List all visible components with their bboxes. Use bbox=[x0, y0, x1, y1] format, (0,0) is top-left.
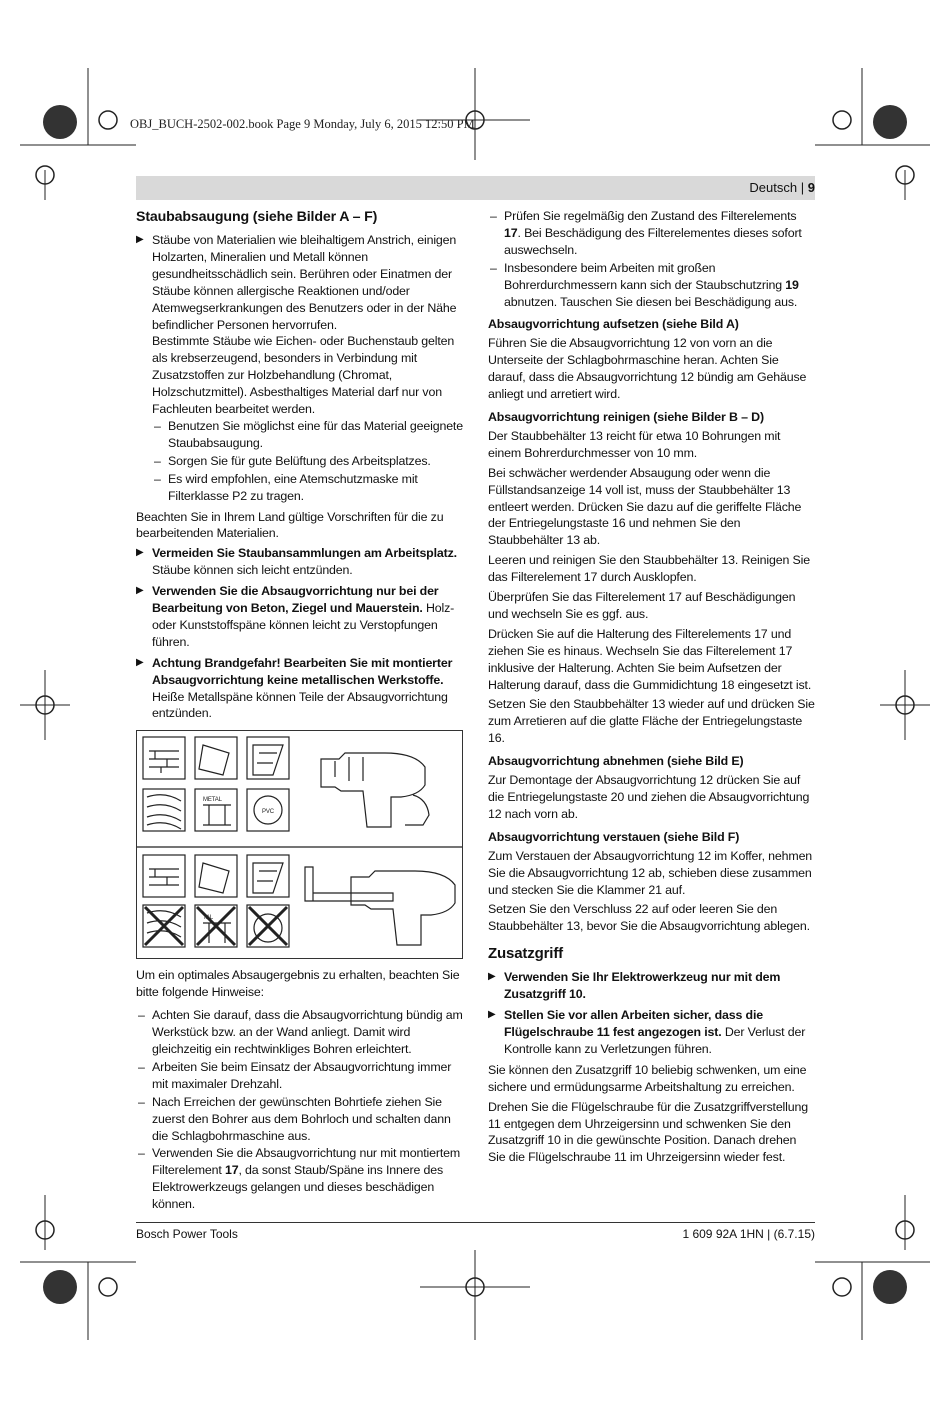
left-column bbox=[136, 208, 463, 1214]
warning-bold: Vermeiden Sie Staubansammlungen am Arbeitsplatz. bbox=[152, 546, 457, 561]
list-text: . Bei Beschädigung des Filterelementes dieses sofort auswechseln. bbox=[504, 225, 802, 257]
part-number: 17 bbox=[224, 1163, 239, 1178]
paragraph: Setzen Sie den Staubbehälter 13 wieder auf und drücken Sie zum Arretieren auf die glatte Fläche der Entriegelungstaste 16. bbox=[488, 697, 815, 746]
page-number: 9 bbox=[807, 180, 815, 195]
warning-text: Heiße Metallspäne können Teile der Absaugvorrichtung entzünden. bbox=[152, 689, 448, 721]
paragraph: Beachten Sie in Ihrem Land gültige Vorschriften für die zu bearbeitenden Materialien. bbox=[136, 509, 444, 541]
warning-bold: Verwenden Sie die Absaugvorrichtung nur bei der Bearbeitung von Beton, Ziegel und Mauerstein. bbox=[152, 584, 439, 616]
list-item: – Sorgen Sie für gute Belüftung des Arbeitsplatzes. bbox=[152, 453, 463, 470]
warning-text: Stäube können sich leicht entzünden. bbox=[152, 563, 353, 578]
figure-illustration bbox=[137, 731, 462, 958]
section-heading-dust: Staubabsaugung (siehe Bilder A – F) bbox=[136, 209, 378, 225]
warning-bold: Stellen Sie vor allen Arbeiten sicher, dass die Flügelschraube 11 fest angezogen ist. bbox=[504, 1008, 763, 1039]
list-item: – Es wird empfohlen, eine Atemschutzmaske mit Filterklasse P2 zu tragen. bbox=[152, 471, 463, 505]
list-item: – Arbeiten Sie beim Einsatz der Absaugvorrichtung immer mit maximaler Drehzahl. bbox=[136, 1059, 463, 1093]
page-header bbox=[749, 180, 815, 195]
list-item: – Benutzen Sie möglichst eine für das Material geeignete Staubabsaugung. bbox=[152, 418, 463, 452]
footer-doc-number: 1 609 92A 1HN | (6.7.15) bbox=[682, 1227, 815, 1241]
paragraph: Zur Demontage der Absaugvorrichtung 12 drücken Sie auf die Entriegelungstaste 20 und ziehen die Absaugvorrichtung 12 nach vorn ab. bbox=[488, 773, 810, 821]
footer-rule bbox=[136, 1222, 815, 1223]
list-text: Verwenden Sie die Absaugvorrichtung nur mit montiertem Filterelement bbox=[152, 1146, 461, 1178]
paragraph: Bei schwächer werdender Absaugung oder wenn die Füllstandsanzeige 14 voll ist, muss der Staubbehälter 13 entleert werden. Drücken Sie dazu auf die geriffelte Fläche der Entriegelungstaste 16 und nehmen Sie den Staubbehälter 13 ab. bbox=[488, 465, 802, 548]
list-text: Prüfen Sie regelmäßig den Zustand des Filterelements bbox=[504, 209, 797, 223]
paragraph: Drücken Sie auf die Halterung des Filterelements 17 und ziehen Sie es hinaus. Wechseln Sie das Filterelement 17 inklusive der Halterung. Achten Sie beim Aufsetzen der Halterung darauf, dass die Gummidichtung 18 eingesetzt ist. bbox=[488, 626, 812, 692]
list-text: , da sonst Staub/Späne ins Innere des Elektrowerkzeugs gelangen und dieses beschädigen können. bbox=[152, 1163, 443, 1212]
list-item bbox=[136, 1145, 463, 1213]
header-language: Deutsch bbox=[749, 180, 798, 195]
list-item: – Achten Sie darauf, dass die Absaugvorrichtung bündig am Werkstück bzw. an der Wand anliegt. Damit wird gleichzeitig ein rechtwinkliges Bohren erleichtert. bbox=[136, 1007, 463, 1058]
warning-item bbox=[136, 655, 463, 723]
brick-tile-icon bbox=[143, 737, 185, 779]
list-item bbox=[488, 208, 816, 259]
warning-item bbox=[136, 545, 463, 579]
warning-text: Der Verlust der Kontrolle kann zu Verletzungen führen. bbox=[504, 1024, 806, 1056]
paragraph: Überprüfen Sie das Filterelement 17 auf Beschädigungen und wechseln Sie es ggf. aus. bbox=[488, 590, 796, 621]
section-heading-handle: Zusatzgriff bbox=[488, 945, 564, 963]
list-text: abnutzen. Tauschen Sie diesen bei Beschädigung aus. bbox=[504, 294, 798, 309]
right-column bbox=[488, 208, 816, 1169]
warning-text: Holz- oder Kunststoffspäne können leicht zu Verstopfungen führen. bbox=[152, 601, 455, 649]
warning-item bbox=[488, 1007, 816, 1058]
list-text: Insbesondere beim Arbeiten mit großen Bohrerdurchmessern kann sich der Staubschutzring bbox=[504, 260, 786, 292]
warning-text: ▶ Stäube von Materialien wie bleihaltigem Anstrich, einigen Holzarten, Mineralien und Metall können gesundheitsschädlich sein. Berühren oder Einatmen der Stäube können allergische Reaktionen und/oder Atemwegserkrankungen des Benutzers oder in der Nähe befindlicher Personen hervorrufen. bbox=[152, 233, 457, 332]
warning-item bbox=[136, 583, 463, 651]
paragraph: Um ein optimales Absaugergebnis zu erhalten, beachten Sie bitte folgende Hinweise: bbox=[136, 968, 460, 1000]
list-item: – Nach Erreichen der gewünschten Bohrtiefe ziehen Sie zuerst den Bohrer aus dem Bohrloch und schalten dann die Schlagbohrmaschine aus. bbox=[136, 1094, 463, 1145]
subheading-remove: Absaugvorrichtung abnehmen (siehe Bild E) bbox=[488, 754, 744, 769]
paragraph: Zum Verstauen der Absaugvorrichtung 12 im Koffer, nehmen Sie die Absaugvorrichtung 12 ab, schieben diese zusammen und stecken Sie die Klammer 21 auf. bbox=[488, 848, 813, 897]
paragraph: Setzen Sie den Verschluss 22 auf oder leeren Sie den Staubbehälter 13, bevor Sie die Absaugvorrichtung ablegen. bbox=[488, 902, 810, 934]
warning-bold: Achtung Brandgefahr! Bearbeiten Sie mit montierter Absaugvorrichtung keine metallischen Werkstoffe. bbox=[152, 655, 453, 687]
metal-label-crossed: TAL bbox=[203, 915, 214, 922]
list-item bbox=[488, 260, 816, 311]
header-separator: | bbox=[800, 180, 805, 195]
pvc-label: PVC bbox=[262, 809, 274, 816]
paragraph: Drehen Sie die Flügelschraube für die Zusatzgriffverstellung 11 entgegen dem Uhrzeigersinn und schwenken Sie den Zusatzgriff 10 in die gewünschte Position. Danach drehen Sie die Flügelschraube 11 im Uhrzeigersinn wieder fest. bbox=[488, 1099, 808, 1165]
footer-brand: Bosch Power Tools bbox=[136, 1227, 238, 1241]
header-bar bbox=[136, 176, 815, 200]
paragraph: Führen Sie die Absaugvorrichtung 12 von vorn an die Unterseite der Schlagbohrmaschine heran. Achten Sie darauf, dass die Absaugvorrichtung 12 bündig am Gehäuse anliegt und arretiert wird. bbox=[488, 336, 807, 402]
paragraph: Der Staubbehälter 13 reicht für etwa 10 Bohrungen mit einem Bohrerdurchmesser von 10 mm. bbox=[488, 428, 781, 460]
warning-item bbox=[488, 969, 816, 1003]
material-usage-figure bbox=[136, 730, 463, 959]
print-slug: OBJ_BUCH-2502-002.book Page 9 Monday, July 6, 2015 12:50 PM bbox=[130, 117, 475, 131]
part-number: 17 bbox=[504, 225, 518, 240]
warning-item bbox=[136, 232, 463, 505]
subheading-clean: Absaugvorrichtung reinigen (siehe Bilder B – D) bbox=[488, 409, 764, 424]
paragraph: Leeren und reinigen Sie den Staubbehälter 13. Reinigen Sie das Filterelement 17 durch Ausklopfen. bbox=[488, 553, 810, 585]
subheading-attach: Absaugvorrichtung aufsetzen (siehe Bild A) bbox=[488, 317, 739, 332]
subheading-store: Absaugvorrichtung verstauen (siehe Bild F) bbox=[488, 829, 740, 844]
paragraph: Sie können den Zusatzgriff 10 beliebig schwenken, um eine sichere und ermüdungsarme Arbeitshaltung zu erreichen. bbox=[488, 1062, 807, 1094]
warning-text: Bestimmte Stäube wie Eichen- oder Buchenstaub gelten als krebserzeugend, besonders in Verbindung mit Zusatzstoffen zur Holzbehandlung (Chromat, Holzschutzmittel). Asbesthaltiges Material darf nur von Fachleuten bearbeitet werden. bbox=[152, 334, 455, 417]
warning-bold: Verwenden Sie Ihr Elektrowerkzeug nur mit dem Zusatzgriff 10. bbox=[504, 970, 781, 1002]
metal-label: METAL bbox=[203, 797, 222, 804]
part-number: 19 bbox=[785, 277, 799, 292]
